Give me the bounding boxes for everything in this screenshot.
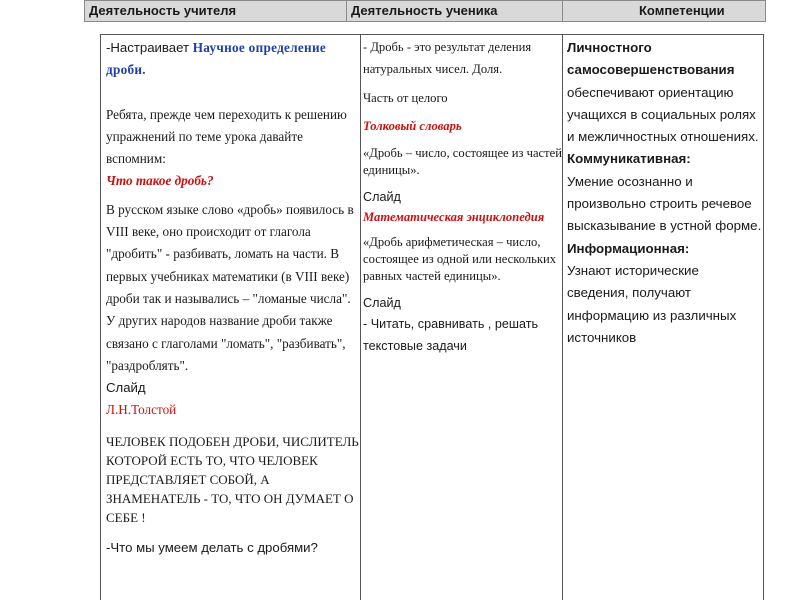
- competency-personal: [567, 37, 763, 148]
- student-column: [361, 35, 563, 600]
- competency-personal-title: Личностного самосовершенствования: [567, 40, 735, 78]
- teacher-history: В русском языке слово «дробь» появилось в VIII веке, оно происходит от глагола "дробить" - разбивать, ломать на части. В первых учебниках математики (в VIII веке) дроби так и назывались – "ломаные числа". У других народов название дроби также связано с глаголами "ломать", "разбивать", "раздроблять".: [106, 201, 354, 373]
- table-header: [84, 0, 766, 22]
- teacher-quote: ЧЕЛОВЕК ПОДОБЕН ДРОБИ, ЧИСЛИТЕЛЬ КОТОРОЙ ЕСТЬ ТО, ЧТО ЧЕЛОВЕК ПРЕДСТАВЛЯЕТ СОБОЙ, А ЗНАМЕНАТЕЛЬ - ТО, ЧТО ОН ДУМАЕТ О СЕБЕ !: [106, 433, 359, 525]
- spacer: [106, 82, 360, 104]
- header-teacher-activity: Деятельность учителя: [85, 1, 347, 21]
- student-source-1: Толковый словарь: [363, 118, 462, 133]
- teacher-intro-highlight: Научное определение дроби.: [106, 40, 327, 78]
- teacher-intro: [106, 37, 360, 82]
- header-student-activity: Деятельность ученика: [347, 1, 563, 21]
- teacher-question: Что такое дробь?: [106, 173, 214, 189]
- competencies-column: [563, 35, 763, 600]
- student-slide-label-2: Слайд: [363, 295, 401, 310]
- header-competencies: Компетенции: [639, 3, 725, 18]
- student-definition-3: «Дробь – число, состоящее из частей единицы».: [363, 146, 562, 177]
- competency-informational-title: Информационная:: [567, 240, 690, 256]
- competency-personal-text: обеспечивают ориентацию учащихся в социальных ролях и межличностных отношениях.: [567, 84, 759, 145]
- lesson-table: [100, 34, 764, 600]
- teacher-intro-prefix: -Настраивает: [106, 40, 193, 55]
- student-definition-2: Часть от целого: [363, 91, 448, 105]
- teacher-slide-label: Слайд: [106, 380, 146, 396]
- student-task: - Читать, сравнивать , решать текстовые задачи: [363, 317, 539, 353]
- teacher-author: Л.Н.Толстой: [106, 402, 177, 418]
- competency-communicative-text: Умение осознанно и произвольно строить речевое высказывание в устной форме.: [567, 173, 762, 234]
- student-definition-4: «Дробь арифметическая – число, состоящее из одной или нескольких равных частей единицы».: [363, 234, 557, 283]
- competency-communicative-title: Коммуникативная:: [567, 151, 691, 167]
- student-source-2: Математическая энциклопедия: [363, 209, 545, 224]
- student-slide-label-1: Слайд: [363, 190, 401, 204]
- teacher-final-question: -Что мы умеем делать с дробями?: [106, 539, 318, 555]
- teacher-remind: Ребята, прежде чем переходить к решению упражнений по теме урока давайте вспомним:: [106, 106, 347, 167]
- student-definition-1: - Дробь - это результат деления натуральных чисел. Доля.: [363, 40, 532, 76]
- competency-informational-text: Узнают исторические сведения, получают информацию из различных источников: [567, 262, 737, 345]
- teacher-column: [101, 35, 361, 600]
